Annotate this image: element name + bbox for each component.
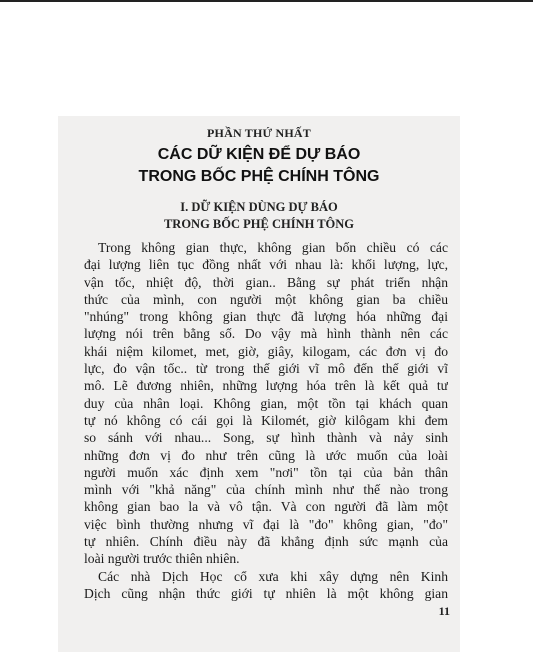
paragraph-line: việc bình thường nhưng vĩ đại là "đo" không gian, "đo" xyxy=(84,516,448,532)
paragraph-line: vận tốc, nhiệt độ, thời gian.. Bằng sự phát triển nhận xyxy=(84,274,448,290)
paragraph-line: Dịch cũng nhận thức giới tự nhiên là một không gian xyxy=(84,585,448,601)
paragraph-line: những đơn vị đo như trên cũng là ước muốn của loài xyxy=(84,447,448,463)
paragraph-line: mô. Lẽ đương nhiên, những lượng hóa trên là kết quả tư xyxy=(84,378,448,394)
paragraph-line: "nhúng" trong không gian thực đã lượng hóa những đại xyxy=(84,309,448,325)
paragraph-line: duy của nhân loại. Không gian, một tồn tại khách quan xyxy=(84,395,448,411)
page-number: 11 xyxy=(438,604,450,618)
paragraph-line: không gian bao la và vô tận. Và con người đã làm một xyxy=(84,499,448,515)
paragraph-line: tự nhiên. Chính điều này đã khẳng định sức mạnh của xyxy=(84,534,448,550)
part-label: PHẦN THỨ NHẤT xyxy=(207,126,311,140)
chapter-title-line-1: CÁC DỮ KIỆN ĐỂ DỰ BÁO xyxy=(157,146,361,163)
paragraph-line: lượng nói trên bằng số. Do vậy mà hình thành nên các xyxy=(84,326,448,342)
paragraph-line: Các nhà Dịch Học cổ xưa khi xây dựng nên Kinh xyxy=(98,568,448,584)
paragraph-line: loài người trước thiên nhiên. xyxy=(84,551,240,567)
paragraph-line: mình với "khả năng" của chính mình như thế nào trong xyxy=(84,482,448,498)
body-text xyxy=(84,239,448,602)
paragraph-line: Trong không gian thực, không gian bốn chiều có các xyxy=(98,240,448,255)
section-heading-line-1: I. DỮ KIỆN DÙNG DỰ BÁO xyxy=(180,200,338,214)
paragraph-line: đại lượng liên tục đồng nhất với nhau là: khối lượng, lực, xyxy=(84,257,448,273)
paragraph-line: tự nó không có cái gọi là Kilomét, giờ kilôgam khi đem xyxy=(84,412,448,428)
paragraph-line: người muốn xác định xem "nơi" tồn tại của bản thân xyxy=(84,464,448,480)
paragraph-line: khái niệm kilomet, met, giờ, giây, kilogam, các đơn vị đo xyxy=(84,343,448,359)
paragraph-line: so sánh với nhau... Song, sự hình thành và nảy sinh xyxy=(84,430,448,446)
chapter-title-line-2: TRONG BỐC PHỆ CHÍNH TÔNG xyxy=(138,168,380,185)
top-border-line xyxy=(0,0,533,2)
book-page xyxy=(58,116,460,652)
section-heading-line-2: TRONG BỐC PHỆ CHÍNH TÔNG xyxy=(163,217,355,231)
paragraph-line: thức của mình, con người một không gian ba chiều xyxy=(84,291,448,307)
paragraph-line: lực, đo vận tốc.. từ trong thế giới vĩ mô đến thế giới vĩ xyxy=(84,361,448,377)
